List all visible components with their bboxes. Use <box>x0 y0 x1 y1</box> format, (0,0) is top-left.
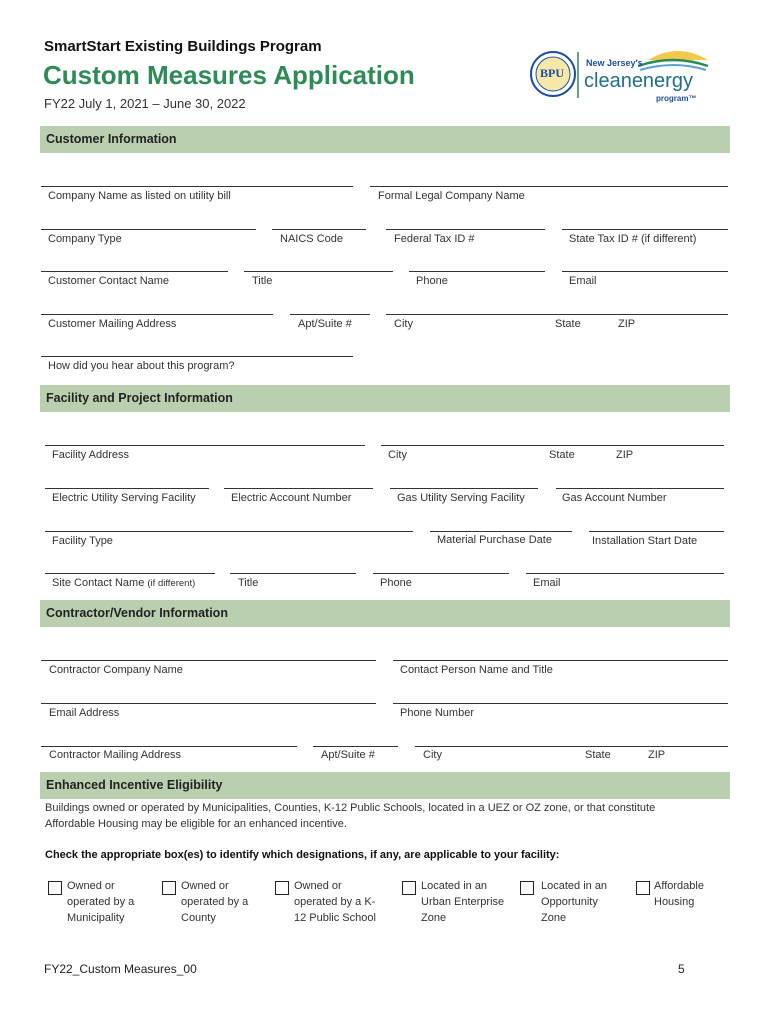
city-label: City <box>394 318 413 330</box>
facility-address-label: Facility Address <box>52 449 130 461</box>
apt-field[interactable] <box>290 314 370 315</box>
site-contact-text: Site Contact Name <box>52 577 145 589</box>
zip-label: ZIP <box>618 318 636 330</box>
contractor-zip-label: ZIP <box>648 749 666 761</box>
checkbox-opportunity-zone[interactable] <box>520 881 534 895</box>
phone-label: Phone <box>416 275 448 287</box>
njcep-logo <box>528 40 728 106</box>
site-phone-label: Phone <box>380 577 412 589</box>
facility-address-field[interactable] <box>45 445 365 446</box>
phone-field[interactable] <box>409 271 545 272</box>
email-field[interactable] <box>562 271 728 272</box>
site-contact-label <box>52 577 195 589</box>
bpu-seal-text: BPU <box>540 66 564 80</box>
incentive-description-line2: Affordable Housing may be eligible for an enhanced incentive. <box>45 818 347 830</box>
company-type-label: Company Type <box>48 233 122 245</box>
option-uez-label: Located in an Urban Enterprise Zone <box>421 880 505 924</box>
naics-label: NAICS Code <box>280 233 343 245</box>
logo-nj-text: New Jersey's <box>586 58 643 68</box>
gas-account-field[interactable] <box>556 488 724 489</box>
contractor-company-label: Contractor Company Name <box>49 664 183 676</box>
electric-utility-label: Electric Utility Serving Facility <box>52 492 196 504</box>
apt-label: Apt/Suite # <box>298 318 352 330</box>
mailing-address-label: Customer Mailing Address <box>48 318 177 330</box>
federal-tax-label: Federal Tax ID # <box>394 233 475 245</box>
checkbox-public-school[interactable] <box>275 881 289 895</box>
contractor-phone-label: Phone Number <box>400 707 474 719</box>
contact-name-field[interactable] <box>41 271 228 272</box>
company-name-label: Company Name as listed on utility bill <box>48 190 231 202</box>
naics-field[interactable] <box>272 229 366 230</box>
contractor-phone-field[interactable] <box>393 703 728 704</box>
site-email-label: Email <box>533 577 561 589</box>
contractor-apt-label: Apt/Suite # <box>321 749 375 761</box>
site-title-label: Title <box>238 577 259 589</box>
contractor-contact-label: Contact Person Name and Title <box>400 664 553 676</box>
option-county-label: Owned or operated by a County <box>181 880 249 924</box>
option-public-school-label: Owned or operated by a K- 12 Public School <box>294 880 376 924</box>
facility-state-label: State <box>549 449 575 461</box>
federal-tax-field[interactable] <box>386 229 545 230</box>
site-email-field[interactable] <box>526 573 724 574</box>
option-oz-label: Located in an Opportunity Zone <box>541 880 608 924</box>
material-date-label: Material Purchase Date <box>437 534 552 546</box>
state-label: State <box>555 318 581 330</box>
contractor-company-field[interactable] <box>41 660 376 661</box>
checkbox-county[interactable] <box>162 881 176 895</box>
mailing-address-field[interactable] <box>41 314 273 315</box>
section-header-facility: Facility and Project Information <box>40 385 730 412</box>
contractor-contact-field[interactable] <box>393 660 728 661</box>
checkbox-urban-enterprise-zone[interactable] <box>402 881 416 895</box>
contact-name-label: Customer Contact Name <box>48 275 170 287</box>
material-date-field[interactable] <box>430 531 572 532</box>
city-field[interactable] <box>386 314 728 315</box>
gas-utility-label: Gas Utility Serving Facility <box>397 492 525 504</box>
company-type-field[interactable] <box>41 229 256 230</box>
logo-program-text: program™ <box>656 94 697 103</box>
facility-type-label: Facility Type <box>52 535 113 547</box>
email-label: Email <box>569 275 597 287</box>
company-name-field[interactable] <box>41 186 353 187</box>
hear-about-field[interactable] <box>41 356 353 357</box>
electric-account-label: Electric Account Number <box>231 492 352 504</box>
install-date-field[interactable] <box>589 531 724 532</box>
facility-city-field[interactable] <box>381 445 724 446</box>
footer-doc-id: FY22_Custom Measures_00 <box>44 962 197 976</box>
gas-utility-field[interactable] <box>390 488 538 489</box>
contractor-state-label: State <box>585 749 611 761</box>
contractor-city-field[interactable] <box>415 746 728 747</box>
incentive-description-line1: Buildings owned or operated by Municipalities, Counties, K-12 Public Schools, located in a UEZ or OZ zone, or that constitute <box>45 802 656 814</box>
checkbox-municipality[interactable] <box>48 881 62 895</box>
site-contact-note: (if different) <box>147 578 196 589</box>
gas-account-label: Gas Account Number <box>562 492 667 504</box>
option-affordable-housing-label: Affordable Housing <box>654 880 704 908</box>
program-name: SmartStart Existing Buildings Program <box>44 38 322 55</box>
option-municipality-label: Owned or operated by a Municipality <box>67 880 135 924</box>
legal-name-field[interactable] <box>370 186 728 187</box>
site-phone-field[interactable] <box>373 573 509 574</box>
contact-title-field[interactable] <box>244 271 393 272</box>
state-tax-field[interactable] <box>562 229 728 230</box>
contractor-city-label: City <box>423 749 442 761</box>
checkbox-affordable-housing[interactable] <box>636 881 650 895</box>
electric-utility-field[interactable] <box>45 488 209 489</box>
electric-account-field[interactable] <box>224 488 373 489</box>
contractor-apt-field[interactable] <box>313 746 398 747</box>
incentive-instruction: Check the appropriate box(es) to identify which designations, if any, are applicable to your facility: <box>45 849 560 861</box>
contractor-email-field[interactable] <box>41 703 376 704</box>
facility-city-label: City <box>388 449 407 461</box>
site-title-field[interactable] <box>230 573 356 574</box>
site-contact-field[interactable] <box>45 573 215 574</box>
install-date-label: Installation Start Date <box>592 535 698 547</box>
contractor-email-label: Email Address <box>49 707 120 719</box>
facility-zip-label: ZIP <box>616 449 634 461</box>
state-tax-label: State Tax ID # (if different) <box>569 233 697 245</box>
facility-type-field[interactable] <box>45 531 413 532</box>
fiscal-year: FY22 July 1, 2021 – June 30, 2022 <box>44 96 246 111</box>
section-header-contractor: Contractor/Vendor Information <box>40 600 730 627</box>
logo-clean-text: cleanenergy <box>584 70 693 92</box>
footer-page-number: 5 <box>678 962 685 976</box>
contractor-mailing-field[interactable] <box>41 746 297 747</box>
legal-name-label: Formal Legal Company Name <box>378 190 525 202</box>
hear-about-label: How did you hear about this program? <box>48 360 235 372</box>
contractor-mailing-label: Contractor Mailing Address <box>49 749 182 761</box>
section-header-incentive: Enhanced Incentive Eligibility <box>40 772 730 799</box>
contact-title-label: Title <box>252 275 273 287</box>
page-title: Custom Measures Application <box>43 60 415 90</box>
section-header-customer: Customer Information <box>40 126 730 153</box>
